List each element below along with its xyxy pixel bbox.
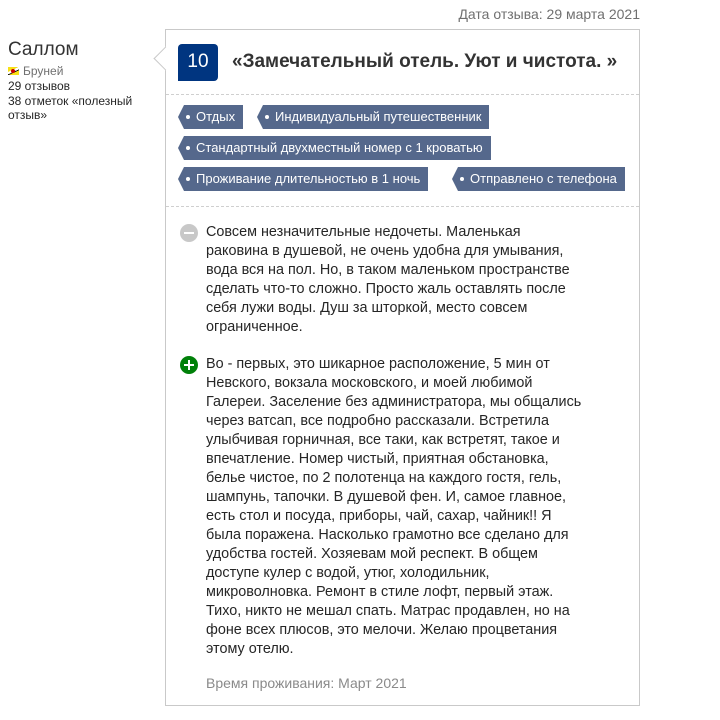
reviewer-info bbox=[8, 38, 158, 122]
review-body bbox=[166, 207, 639, 691]
reviewer-country-label: Бруней bbox=[23, 64, 64, 78]
review-negative-block bbox=[180, 223, 627, 337]
tag-room-type: Стандартный двухместный номер с 1 кроватью bbox=[184, 136, 491, 160]
review-card bbox=[165, 29, 640, 706]
review-header bbox=[166, 30, 639, 95]
tag-stay-length: Проживание длительностью в 1 ночь bbox=[184, 167, 428, 191]
review-title: «Замечательный отель. Уют и чистота. » bbox=[232, 51, 618, 72]
review-score-badge: 10 bbox=[178, 44, 218, 81]
tag-submitted-from-phone: Отправлено с телефона bbox=[458, 167, 625, 191]
minus-circle-icon bbox=[180, 224, 198, 242]
plus-circle-icon bbox=[180, 356, 198, 374]
stay-period: Время проживания: Март 2021 bbox=[206, 675, 407, 691]
tag-traveler-type: Индивидуальный путешественник bbox=[263, 105, 489, 129]
reviewer-name: Саллом bbox=[8, 39, 79, 60]
review-negative-text: Совсем незначительные недочеты. Маленькая раковина в душевой, не очень удобна для умывания, вода вся на пол. Но, в таком маленьком пространстве сделать что-то сложно. Просто жаль оставлять после себя лужи воды. Душ за шторкой, место совсем ограниченное. bbox=[206, 224, 570, 335]
reviewer-country bbox=[8, 64, 158, 78]
review-positive-block bbox=[180, 355, 627, 659]
review-positive-text: Во - первых, это шикарное расположение, 5 мин от Невского, вокзала московского, и моей любимой Галереи. Заселение без администратора, мы общались через ватсап, все подробно рассказали. Встретила улыбчивая горничная, все таки, как встретят, такое и впечатление. Номер чистый, приятная обстановка, белье чистое, по 2 полотенца на каждого гостя, гель, шампунь, тапочки. В душевой фен. И, самое главное, есть стол и посуда, приборы, чай, сахар, чайник!! Я была поражена. Насколько грамотно все сделано для удобства гостей. Хозяевам мой респект. В общем доступе кулер с водой, утюг, холодильник, микроволновка. Ремонт в стиле лофт, первый этаж. Тихо, никто не мешал спать. Матрас продавлен, но на фоне всех плюсов, это мелочи. Желаю процветания этому отелю. bbox=[206, 356, 582, 657]
review-tags bbox=[166, 95, 639, 207]
brunei-flag-icon bbox=[8, 67, 19, 75]
tag-trip-type: Отдых bbox=[184, 105, 243, 129]
review-date: Дата отзыва: 29 марта 2021 bbox=[458, 6, 640, 22]
reviewer-helpful-votes: 38 отметок «полезный отзыв» bbox=[8, 94, 133, 122]
reviewer-reviews-count: 29 отзывов bbox=[8, 79, 71, 93]
